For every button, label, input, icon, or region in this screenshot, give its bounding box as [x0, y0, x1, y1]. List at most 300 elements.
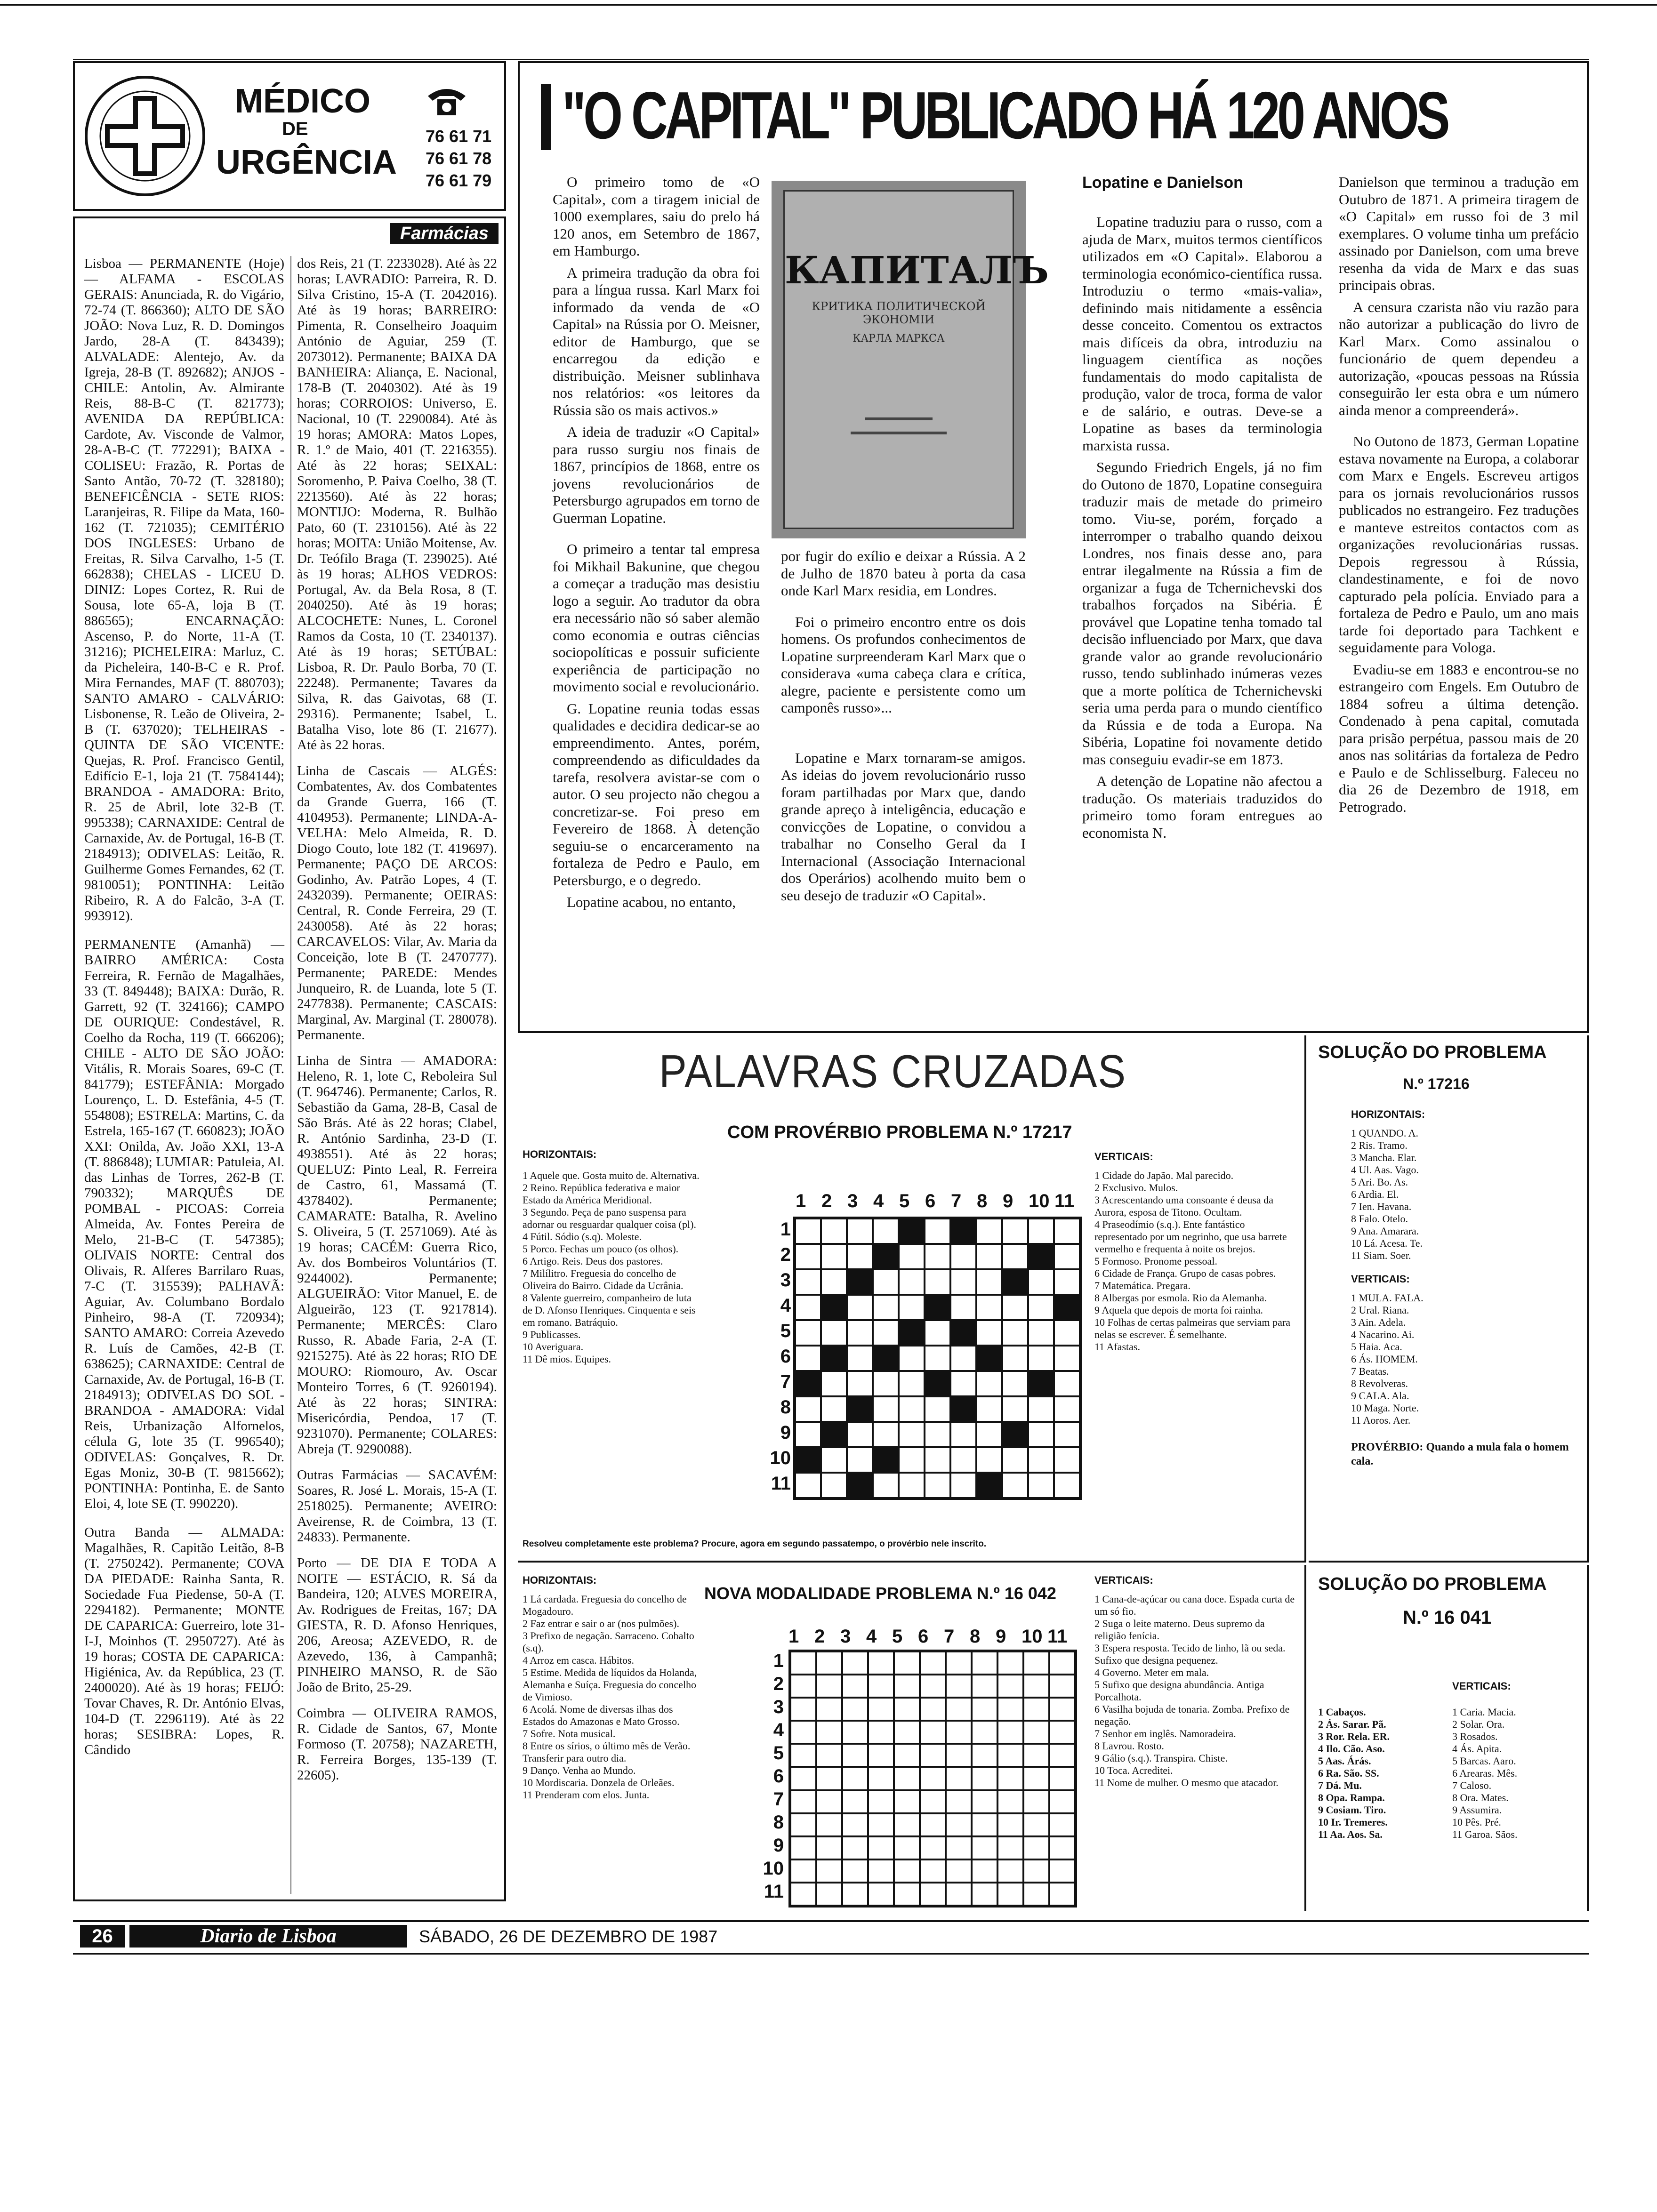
grid-cell[interactable] [795, 1269, 821, 1295]
grid-cell[interactable] [894, 1836, 920, 1859]
grid-cell[interactable] [873, 1396, 899, 1422]
crossword-1-title: COM PROVÉRBIO PROBLEMA N.º 17217 [727, 1122, 1072, 1142]
grid-cell[interactable] [842, 1767, 868, 1790]
grid-cell-black [1028, 1371, 1054, 1396]
grid-cell[interactable] [790, 1651, 816, 1675]
row-number: 7 [773, 1789, 784, 1810]
grid-cell[interactable] [816, 1651, 842, 1675]
grid-cell[interactable] [920, 1813, 946, 1836]
grid-cell[interactable] [816, 1675, 842, 1698]
grid-cell[interactable] [816, 1813, 842, 1836]
grid-cell[interactable] [821, 1473, 847, 1498]
grid-cell[interactable] [976, 1295, 1002, 1320]
grid-cell[interactable] [920, 1698, 946, 1721]
grid-cell[interactable] [1049, 1651, 1075, 1675]
grid-cell[interactable] [821, 1320, 847, 1346]
grid-cell[interactable] [899, 1371, 925, 1396]
col-number: 4 [873, 1191, 884, 1211]
clue: 2 Exclusivo. Mulos. [1094, 1182, 1178, 1194]
grid-cell[interactable] [1049, 1813, 1075, 1836]
crossword-1-grid[interactable] [793, 1217, 1082, 1500]
col-number: 4 [866, 1626, 877, 1647]
grid-cell[interactable] [1023, 1698, 1049, 1721]
grid-cell[interactable] [868, 1675, 894, 1698]
grid-cell[interactable] [1002, 1320, 1028, 1346]
grid-cell[interactable] [821, 1244, 847, 1269]
grid-cell[interactable] [920, 1651, 946, 1675]
grid-cell[interactable] [868, 1721, 894, 1744]
grid-cell[interactable] [790, 1883, 816, 1906]
grid-cell[interactable] [868, 1813, 894, 1836]
grid-cell[interactable] [795, 1473, 821, 1498]
clue: 11 Afastas. [1094, 1341, 1140, 1353]
grid-cell[interactable] [972, 1721, 997, 1744]
grid-cell[interactable] [847, 1218, 873, 1244]
grid-cell[interactable] [972, 1859, 997, 1883]
grid-cell[interactable] [1054, 1473, 1080, 1498]
grid-cell[interactable] [868, 1836, 894, 1859]
grid-cell[interactable] [868, 1859, 894, 1883]
farmacias-linha-cascais: Linha de Cascais — ALGÉS: Combatentes, Av. dos Combatentes da Grande Guerra, 166 (T. 4104953). Permanente; LINDA-A-VELHA: Melo Almeida, R. D. Diogo Couto, lote 182 (T. 419697). Permanente; PAÇO DE ARCOS: Godinho, Av. Patrão Lopes, 4 (T. 2432039). Permanente; OEIRAS: Central, R. Conde Ferreira, 29 (T. 2430058). Até às 22 horas; CARCAVELOS: Vilar, Av. Maria da Conceição, lote B (T. 2470777). Permanente; PAREDE: Mendes Junqueiro, R. de Luanda, lote 5 (T. 2477838). Permanente; CASCAIS: Marginal, Av. Marginal (T. 280078). Permanente. [297, 763, 497, 1042]
grid-cell[interactable] [1054, 1218, 1080, 1244]
grid-cell[interactable] [1002, 1346, 1028, 1371]
solution-entry: 9 Ana. Amarara. [1351, 1225, 1419, 1237]
grid-cell[interactable] [1049, 1675, 1075, 1698]
grid-cell[interactable] [946, 1813, 972, 1836]
article-paragraph: A primeira tradução da obra foi para a língua russa. Karl Marx foi informado da venda de «O Capital» na Rússia por O. Meisner, editor de Hamburgo, que se encarregou da edição e distribuição. Meisner sublinhava nos relatórios: «os leitores da Rússia são os mais activos.» [553, 264, 760, 418]
clue: 9 Aquela que depois de morta foi rainha. [1094, 1304, 1263, 1316]
grid-cell[interactable] [790, 1813, 816, 1836]
clue: 1 Aquele que. Gosta muito de. Alternativa. [523, 1170, 700, 1181]
grid-cell[interactable] [925, 1218, 950, 1244]
grid-cell[interactable] [925, 1396, 950, 1422]
grid-cell[interactable] [946, 1651, 972, 1675]
grid-cell[interactable] [997, 1767, 1023, 1790]
grid-cell[interactable] [976, 1396, 1002, 1422]
solution-1-verticais [1351, 1292, 1577, 1427]
solution-entry: 2 Ural. Riana. [1351, 1304, 1409, 1316]
grid-cell[interactable] [790, 1859, 816, 1883]
grid-cell[interactable] [842, 1721, 868, 1744]
clue: 7 Senhor em inglês. Namoradeira. [1094, 1728, 1236, 1739]
grid-cell[interactable] [950, 1473, 976, 1498]
grid-cell[interactable] [1028, 1269, 1054, 1295]
grid-cell[interactable] [790, 1698, 816, 1721]
grid-cell[interactable] [1054, 1269, 1080, 1295]
grid-cell[interactable] [842, 1813, 868, 1836]
grid-cell[interactable] [972, 1651, 997, 1675]
grid-cell[interactable] [899, 1244, 925, 1269]
grid-cell[interactable] [1002, 1396, 1028, 1422]
grid-cell[interactable] [873, 1473, 899, 1498]
grid-cell[interactable] [894, 1790, 920, 1813]
col-number: 9 [1003, 1191, 1014, 1211]
grid-cell[interactable] [925, 1447, 950, 1473]
grid-cell[interactable] [816, 1721, 842, 1744]
grid-cell[interactable] [976, 1218, 1002, 1244]
solution-1-h-label: HORIZONTAIS: [1351, 1108, 1425, 1120]
grid-cell[interactable] [1028, 1320, 1054, 1346]
grid-cell[interactable] [972, 1836, 997, 1859]
grid-cell[interactable] [842, 1698, 868, 1721]
grid-cell[interactable] [821, 1218, 847, 1244]
grid-cell[interactable] [925, 1244, 950, 1269]
grid-cell[interactable] [795, 1244, 821, 1269]
grid-cell[interactable] [873, 1422, 899, 1447]
grid-cell[interactable] [950, 1244, 976, 1269]
grid-cell[interactable] [790, 1790, 816, 1813]
grid-cell[interactable] [1049, 1744, 1075, 1767]
clue: 1 Lá cardada. Freguesia do concelho de Mogadouro. [523, 1593, 687, 1617]
grid-cell[interactable] [790, 1675, 816, 1698]
row-number: 7 [780, 1371, 791, 1392]
grid-cell[interactable] [842, 1675, 868, 1698]
crossword-1-h-label: HORIZONTAIS: [523, 1148, 597, 1160]
grid-cell[interactable] [847, 1244, 873, 1269]
col-number: 5 [899, 1191, 910, 1211]
solution-entry: 9 CALA. Ala. [1351, 1390, 1409, 1402]
grid-cell[interactable] [1028, 1396, 1054, 1422]
grid-cell[interactable] [795, 1346, 821, 1371]
grid-cell[interactable] [894, 1675, 920, 1698]
urgencia-box [73, 61, 506, 211]
row-number: 10 [763, 1858, 784, 1879]
grid-cell[interactable] [790, 1836, 816, 1859]
grid-cell[interactable] [1028, 1218, 1054, 1244]
grid-cell[interactable] [946, 1767, 972, 1790]
grid-cell[interactable] [1049, 1883, 1075, 1906]
crossword-1-footer: Resolveu completamente este problema? Procure, agora em segundo passatempo, o provérbio nele inscrito. [523, 1539, 987, 1549]
grid-cell[interactable] [1002, 1244, 1028, 1269]
grid-cell[interactable] [946, 1721, 972, 1744]
grid-cell-black [795, 1371, 821, 1396]
proverbio-text: Quando a mula fala o homem cala. [1351, 1441, 1569, 1467]
grid-cell[interactable] [873, 1295, 899, 1320]
grid-cell[interactable] [1049, 1721, 1075, 1744]
book-title: КАПИТАЛЪ [785, 248, 1049, 292]
grid-cell[interactable] [997, 1790, 1023, 1813]
clue: 2 Faz entrar e sair o ar (nos pulmões). [523, 1618, 679, 1629]
grid-cell[interactable] [1054, 1346, 1080, 1371]
grid-cell[interactable] [972, 1675, 997, 1698]
grid-cell[interactable] [976, 1422, 1002, 1447]
grid-cell[interactable] [847, 1346, 873, 1371]
grid-cell[interactable] [925, 1346, 950, 1371]
grid-cell[interactable] [842, 1651, 868, 1675]
grid-cell[interactable] [925, 1269, 950, 1295]
grid-cell[interactable] [847, 1447, 873, 1473]
grid-cell[interactable] [1023, 1721, 1049, 1744]
grid-cell[interactable] [920, 1675, 946, 1698]
grid-cell[interactable] [816, 1883, 842, 1906]
grid-cell[interactable] [795, 1320, 821, 1346]
grid-cell[interactable] [1049, 1836, 1075, 1859]
grid-cell[interactable] [950, 1346, 976, 1371]
clue: 4 Arroz em casca. Hábitos. [523, 1654, 635, 1666]
grid-cell[interactable] [1054, 1244, 1080, 1269]
solution-entry: 10 Ir. Tremeres. [1318, 1816, 1388, 1828]
grid-cell[interactable] [997, 1883, 1023, 1906]
grid-cell[interactable] [873, 1371, 899, 1396]
grid-cell[interactable] [946, 1698, 972, 1721]
article-paragraph: Lopatine traduziu para o russo, com a ajuda de Marx, muitos termos científicos utilizados em «O Capital». Elaborou a terminologia económico-científica russa. Introduziu o termo «mais-valia», definindo mais nitidamente a essência desse conceito. Comentou os extractos mais difíceis da obra, introduziu na linguagem científica as noções fundamentais do modo capitalista de produção, valor de troca, forma de valor e de salário, e outras. Deve-se a Lopatine as bases da terminologia marxista russa. [1082, 214, 1322, 454]
grid-cell[interactable] [790, 1744, 816, 1767]
col-number: 7 [944, 1626, 955, 1647]
grid-cell[interactable] [1023, 1651, 1049, 1675]
solution-entry: 10 Lá. Acesa. Te. [1351, 1237, 1423, 1249]
grid-cell[interactable] [976, 1244, 1002, 1269]
solution-entry: 8 Falo. Otelo. [1351, 1213, 1408, 1225]
grid-cell[interactable] [894, 1744, 920, 1767]
grid-cell[interactable] [821, 1396, 847, 1422]
grid-cell[interactable] [972, 1813, 997, 1836]
grid-cell[interactable] [816, 1698, 842, 1721]
grid-cell[interactable] [946, 1859, 972, 1883]
grid-cell-black [795, 1447, 821, 1473]
grid-cell[interactable] [847, 1295, 873, 1320]
solution-entry: 11 Garoa. Sãos. [1452, 1828, 1518, 1840]
clue: 4 Governo. Meter em mala. [1094, 1667, 1209, 1678]
grid-cell[interactable] [920, 1790, 946, 1813]
grid-cell[interactable] [997, 1698, 1023, 1721]
grid-cell[interactable] [842, 1883, 868, 1906]
crossword-1-v-label: VERTICAIS: [1094, 1151, 1153, 1162]
farmacias-outra-banda: Outra Banda — ALMADA: Magalhães, R. Capitão Leitão, 8-B (T. 2750242). Permanente; COVA DA PIEDADE: Rainha Santa, R. Sociedade Fua Piedense, 50-A (T. 2294182). Permanente; MONTE DE CAPARICA: Guerreiro, lote 31-I-J, Moinhos (T. 2950727). Até às 19 horas; COSTA DE CAPARICA: Higiénica, Av. da República, 23 (T. 2400020). Até às 19 horas; FEIJÓ: Tovar Chaves, R. Dr. António Elvas, 104-D (T. 2296119). Até às 22 horas; SESIBRA: Lopes, R. Cândido [84, 1525, 284, 1757]
grid-cell[interactable] [790, 1721, 816, 1744]
row-number: 6 [773, 1766, 784, 1787]
grid-cell[interactable] [1023, 1675, 1049, 1698]
solution-entry: 5 Aas. Árás. [1318, 1755, 1371, 1767]
solution-1-v-label: VERTICAIS: [1351, 1273, 1410, 1285]
grid-cell[interactable] [972, 1790, 997, 1813]
grid-cell[interactable] [847, 1422, 873, 1447]
grid-cell[interactable] [1054, 1396, 1080, 1422]
grid-cell[interactable] [1002, 1473, 1028, 1498]
grid-cell[interactable] [1054, 1422, 1080, 1447]
grid-cell[interactable] [816, 1859, 842, 1883]
grid-cell[interactable] [946, 1675, 972, 1698]
grid-cell[interactable] [976, 1371, 1002, 1396]
grid-cell[interactable] [816, 1790, 842, 1813]
grid-cell[interactable] [950, 1295, 976, 1320]
row-number: 10 [770, 1448, 791, 1468]
grid-cell[interactable] [1054, 1371, 1080, 1396]
grid-cell[interactable] [821, 1269, 847, 1295]
grid-cell[interactable] [920, 1744, 946, 1767]
article-column-2 [781, 548, 1026, 909]
grid-cell[interactable] [1028, 1447, 1054, 1473]
grid-cell[interactable] [894, 1813, 920, 1836]
grid-cell[interactable] [925, 1320, 950, 1346]
grid-cell[interactable] [868, 1698, 894, 1721]
clue: 9 Publicasses. [523, 1329, 581, 1340]
crossword-1-row-numbers [763, 1217, 791, 1496]
grid-cell[interactable] [950, 1269, 976, 1295]
grid-cell[interactable] [976, 1269, 1002, 1295]
grid-cell[interactable] [899, 1295, 925, 1320]
grid-cell[interactable] [868, 1651, 894, 1675]
grid-cell[interactable] [894, 1698, 920, 1721]
grid-cell[interactable] [821, 1371, 847, 1396]
grid-cell[interactable] [795, 1218, 821, 1244]
clue: 9 Gálio (s.q.). Transpira. Chiste. [1094, 1752, 1228, 1764]
grid-cell[interactable] [899, 1473, 925, 1498]
grid-cell[interactable] [1002, 1218, 1028, 1244]
grid-cell[interactable] [873, 1320, 899, 1346]
grid-cell[interactable] [1028, 1346, 1054, 1371]
grid-cell[interactable] [972, 1744, 997, 1767]
article-paragraph: A censura czarista não viu razão para não autorizar a publicação do livro de Karl Marx. Como assinalou o funcionário de quem dependeu a autorização, «poucas pessoas na Rússia conseguirão ler esta obra e um número ainda menor a compreenderá». [1339, 298, 1579, 418]
grid-cell[interactable] [873, 1269, 899, 1295]
grid-cell[interactable] [1049, 1790, 1075, 1813]
grid-cell[interactable] [816, 1744, 842, 1767]
grid-cell[interactable] [972, 1767, 997, 1790]
grid-cell[interactable] [894, 1651, 920, 1675]
grid-cell[interactable] [899, 1396, 925, 1422]
grid-cell[interactable] [920, 1859, 946, 1883]
grid-cell[interactable] [899, 1269, 925, 1295]
grid-cell[interactable] [1023, 1744, 1049, 1767]
grid-cell[interactable] [920, 1721, 946, 1744]
grid-cell[interactable] [899, 1447, 925, 1473]
grid-cell[interactable] [1054, 1447, 1080, 1473]
grid-cell[interactable] [925, 1422, 950, 1447]
grid-cell[interactable] [1023, 1883, 1049, 1906]
crossword-2-v-label: VERTICAIS: [1094, 1574, 1153, 1586]
grid-cell[interactable] [950, 1447, 976, 1473]
crossword-1-horizontais [523, 1170, 704, 1365]
grid-cell-black [821, 1422, 847, 1447]
farmacias-lisboa-amanha: PERMANENTE (Amanhã) — BAIRRO AMÉRICA: Costa Ferreira, R. Fernão de Magalhães, 33 (T. 849448); BAIXA: Durão, R. Garrett, 92 (T. 324166); CAMPO DE OURIQUE: Condestável, R. Coelho da Rocha, 119 (T. 666206); CHILE - ALTO DE SÃO JOÃO: Vitális, R. Morais Soares, 69-C (T. 841779); ESTEFÂNIA: Morgado Lourenço, L. D. Estefânia, 4-5 (T. 554808); ESTRELA: Martins, C. da Estrela, 165-167 (T. 660823); JOÃO XXI: Onilda, Av. João XXI, 13-A (T. 886848); LUMIAR: Patuleia, Al. das Linhas de Torres, 262-B (T. 790332); MARQUÊS DE POMBAL - PICOAS: Correia Almeida, Av. Fontes Pereira de Melo, 21-B-C (T. 547385); OLIVAIS NORTE: Central dos Olivais, R. Alferes Barrilaro Ruas, 7-C (T. 315539); PALHAVÃ: Aguiar, Av. Columbano Bordalo Pinheiro, 98-A (T. 720934); SANTO AMARO: Correia Azevedo R. Luís de Camões, 42-B (T. 638625); CARNAXIDE: Central de Carnaxide, Av. de Portugal, 16-B (T. 2184913); ODIVELAS DO SOL - BRANDOA - AMADORA: Vidal Reis, Urbanização Alfornelos, célula G, lote 35 (T. 996540); ODIVELAS: Gonçalves, R. Dr. Egas Moniz, 30-B (T. 9815662); PONTINHA: Pontinha, E. de Santo Eloi, 4, lote SE (T. 990220). [84, 937, 284, 1511]
grid-cell[interactable] [976, 1320, 1002, 1346]
grid-cell[interactable] [1049, 1767, 1075, 1790]
grid-cell[interactable] [842, 1859, 868, 1883]
row-number: 5 [780, 1321, 791, 1341]
grid-cell[interactable] [997, 1651, 1023, 1675]
grid-cell[interactable] [976, 1447, 1002, 1473]
grid-cell[interactable] [894, 1767, 920, 1790]
grid-cell[interactable] [1023, 1767, 1049, 1790]
clue: 7 Matemática. Pregara. [1094, 1280, 1191, 1291]
solution-entry: 2 Ris. Tramo. [1351, 1139, 1408, 1151]
grid-cell[interactable] [1028, 1295, 1054, 1320]
solution-entry: 10 Pês. Pré. [1452, 1816, 1501, 1828]
grid-cell[interactable] [894, 1721, 920, 1744]
grid-cell[interactable] [894, 1883, 920, 1906]
grid-cell[interactable] [868, 1883, 894, 1906]
grid-cell[interactable] [816, 1836, 842, 1859]
medico-label: MÉDICO [235, 82, 370, 120]
col-number: 3 [840, 1626, 851, 1647]
grid-cell[interactable] [997, 1721, 1023, 1744]
grid-cell[interactable] [997, 1859, 1023, 1883]
crossword-1-col-numbers [796, 1191, 1134, 1212]
grid-cell-black [873, 1447, 899, 1473]
grid-cell[interactable] [950, 1371, 976, 1396]
solution-entry: 2 Ás. Sarar. Pã. [1318, 1718, 1386, 1730]
clue: 3 Prefixo de negação. Sarraceno. Cobalto (s.q). [523, 1630, 694, 1654]
grid-cell[interactable] [1002, 1447, 1028, 1473]
grid-cell[interactable] [1002, 1371, 1028, 1396]
grid-cell[interactable] [873, 1218, 899, 1244]
grid-cell[interactable] [821, 1447, 847, 1473]
grid-cell[interactable] [1023, 1790, 1049, 1813]
grid-cell[interactable] [1002, 1295, 1028, 1320]
grid-cell-black [1002, 1422, 1028, 1447]
grid-cell[interactable] [920, 1836, 946, 1859]
grid-cell[interactable] [847, 1320, 873, 1346]
article-paragraph: Lopatine e Marx tornaram-se amigos. As ideias do jovem revolucionário russo foram partilhadas por Marx que, dando grande apreço à inteligência, educação e convicções de Lopatine, o convidou a trabalhar no Conselho Geral da I Internacional (Associação Internacional dos Operários) acolhendo muito bem o seu desejo de traduzir «O Capital». [781, 749, 1026, 904]
grid-cell[interactable] [997, 1675, 1023, 1698]
grid-cell[interactable] [1054, 1320, 1080, 1346]
grid-cell[interactable] [842, 1836, 868, 1859]
grid-cell[interactable] [946, 1883, 972, 1906]
grid-cell[interactable] [790, 1767, 816, 1790]
grid-cell[interactable] [795, 1295, 821, 1320]
grid-cell[interactable] [1049, 1859, 1075, 1883]
grid-cell[interactable] [795, 1396, 821, 1422]
col-number: 6 [925, 1191, 936, 1211]
grid-cell[interactable] [1023, 1813, 1049, 1836]
grid-cell[interactable] [842, 1744, 868, 1767]
article-paragraph: A detenção de Lopatine não afectou a tradução. Os materiais traduzidos do primeiro tomo foram entregues ao economista N. [1082, 773, 1322, 841]
article-title: "O CAPITAL" PUBLICADO HÁ 120 ANOS [562, 78, 1448, 153]
grid-cell[interactable] [847, 1371, 873, 1396]
grid-cell[interactable] [1023, 1836, 1049, 1859]
grid-cell[interactable] [899, 1346, 925, 1371]
grid-cell[interactable] [946, 1836, 972, 1859]
grid-cell[interactable] [920, 1767, 946, 1790]
grid-cell[interactable] [972, 1883, 997, 1906]
grid-cell[interactable] [946, 1744, 972, 1767]
grid-cell[interactable] [997, 1813, 1023, 1836]
grid-cell[interactable] [816, 1767, 842, 1790]
grid-cell[interactable] [920, 1883, 946, 1906]
crossword-2-verticais [1094, 1593, 1297, 1789]
article-paragraph: Danielson que terminou a tradução em Outubro de 1871. A primeira tiragem de «O Capital» em russo foi de 3 mil exemplares. O volume tinha um prefácio assinado por Danielson, com uma breve resenha da vida de Marx e das suas principais obras. [1339, 174, 1579, 293]
grid-cell[interactable] [795, 1422, 821, 1447]
row-number: 5 [773, 1743, 784, 1763]
grid-cell[interactable] [1023, 1859, 1049, 1883]
col-number: 6 [918, 1626, 929, 1647]
article-paragraph: Evadiu-se em 1883 e encontrou-se no estrangeiro com Engels. Em Outubro de 1884 sofreu a última detenção. Condenado à pena capital, comutada para prisão perpétua, passou mais de 20 anos nas solitárias da fortaleza de Pedro e Paulo e de Schlisselburg. Faleceu no dia 26 de Dezembro de 1918, em Petrogrado. [1339, 661, 1579, 815]
grid-cell[interactable] [868, 1744, 894, 1767]
grid-cell[interactable] [1028, 1473, 1054, 1498]
grid-cell[interactable] [972, 1698, 997, 1721]
row-number: 4 [773, 1720, 784, 1740]
grid-cell[interactable] [868, 1790, 894, 1813]
grid-cell[interactable] [946, 1790, 972, 1813]
grid-cell[interactable] [925, 1473, 950, 1498]
grid-cell[interactable] [842, 1790, 868, 1813]
crossword-2-row-numbers [756, 1650, 784, 1903]
grid-cell[interactable] [868, 1767, 894, 1790]
crossword-2-grid[interactable] [788, 1650, 1077, 1907]
grid-cell[interactable] [1049, 1698, 1075, 1721]
grid-cell-black [950, 1320, 976, 1346]
grid-cell[interactable] [997, 1836, 1023, 1859]
solution-entry: 7 Dá. Mu. [1318, 1779, 1362, 1791]
urgencia-label: URGÊNCIA [216, 144, 397, 181]
solution-entry: 1 Cabaços. [1318, 1706, 1366, 1718]
grid-cell[interactable] [997, 1744, 1023, 1767]
grid-cell[interactable] [1028, 1422, 1054, 1447]
row-number: 8 [780, 1397, 791, 1418]
clue: 9 Danço. Venha ao Mundo. [523, 1764, 636, 1776]
grid-cell[interactable] [894, 1859, 920, 1883]
grid-cell[interactable] [899, 1422, 925, 1447]
grid-cell[interactable] [950, 1422, 976, 1447]
